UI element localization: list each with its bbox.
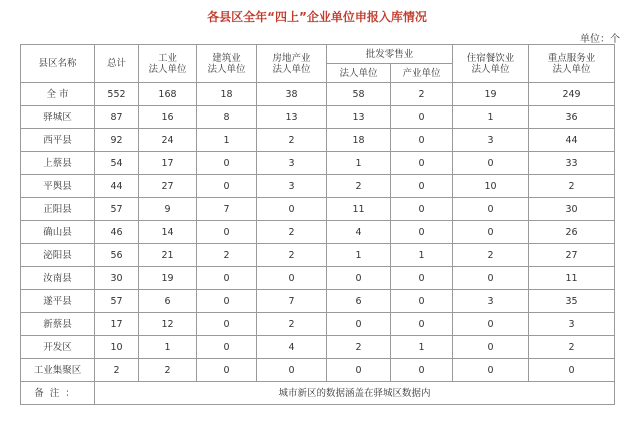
cell-name: 遂平县 [21, 290, 95, 313]
cell-key-services: 2 [529, 336, 615, 359]
header-real-estate-line2: 法人单位 [272, 63, 311, 75]
cell-industry: 9 [139, 198, 197, 221]
cell-construction: 0 [197, 175, 257, 198]
cell-real-estate: 2 [257, 129, 327, 152]
cell-key-services: 3 [529, 313, 615, 336]
cell-real-estate: 2 [257, 313, 327, 336]
cell-key-services: 35 [529, 290, 615, 313]
header-county: 县区名称 [21, 45, 95, 83]
cell-key-services: 33 [529, 152, 615, 175]
cell-industry: 21 [139, 244, 197, 267]
cell-name: 正阳县 [21, 198, 95, 221]
cell-name: 平舆县 [21, 175, 95, 198]
unit-label: 单位：个 [580, 34, 620, 45]
header-accommodation-line2: 法人单位 [471, 63, 510, 75]
cell-key-services: 30 [529, 198, 615, 221]
cell-industry: 1 [139, 336, 197, 359]
cell-key-services: 27 [529, 244, 615, 267]
cell-real-estate: 2 [257, 221, 327, 244]
cell-construction: 0 [197, 221, 257, 244]
table-row [21, 152, 615, 175]
cell-wr-legal: 58 [327, 83, 391, 106]
header-construction-line2: 法人单位 [207, 63, 246, 75]
table-row [21, 198, 615, 221]
cell-accommodation: 0 [453, 152, 529, 175]
cell-construction: 0 [197, 313, 257, 336]
cell-industry: 12 [139, 313, 197, 336]
cell-real-estate: 2 [257, 244, 327, 267]
header-industry-line2: 法人单位 [148, 63, 187, 75]
header-key-services [529, 45, 615, 83]
cell-name: 新蔡县 [21, 313, 95, 336]
cell-total: 552 [95, 83, 139, 106]
table-row [21, 359, 615, 382]
cell-wr-legal: 1 [327, 152, 391, 175]
cell-name: 汝南县 [21, 267, 95, 290]
table-row [21, 175, 615, 198]
cell-wr-industrial: 0 [391, 290, 453, 313]
cell-industry: 17 [139, 152, 197, 175]
table-row [21, 267, 615, 290]
cell-construction: 7 [197, 198, 257, 221]
cell-wr-industrial: 0 [391, 152, 453, 175]
cell-total: 87 [95, 106, 139, 129]
cell-key-services: 26 [529, 221, 615, 244]
header-accommodation-line1: 住宿餐饮业 [466, 52, 515, 64]
cell-accommodation: 0 [453, 336, 529, 359]
cell-wr-industrial: 0 [391, 175, 453, 198]
cell-real-estate: 3 [257, 175, 327, 198]
cell-real-estate: 38 [257, 83, 327, 106]
table-row [21, 106, 615, 129]
cell-real-estate: 0 [257, 359, 327, 382]
cell-total: 17 [95, 313, 139, 336]
cell-total: 57 [95, 290, 139, 313]
cell-construction: 0 [197, 290, 257, 313]
header-wholesale-retail: 批发零售业 [327, 45, 453, 64]
cell-industry: 16 [139, 106, 197, 129]
table-row [21, 129, 615, 152]
header-key-services-line1: 重点服务业 [547, 52, 596, 64]
note-text: 城市新区的数据涵盖在驿城区数据内 [95, 382, 615, 405]
cell-construction: 18 [197, 83, 257, 106]
cell-name: 上蔡县 [21, 152, 95, 175]
cell-wr-legal: 0 [327, 313, 391, 336]
cell-wr-industrial: 2 [391, 83, 453, 106]
cell-accommodation: 0 [453, 221, 529, 244]
cell-wr-industrial: 0 [391, 106, 453, 129]
cell-wr-legal: 0 [327, 359, 391, 382]
cell-industry: 19 [139, 267, 197, 290]
cell-total: 44 [95, 175, 139, 198]
cell-accommodation: 2 [453, 244, 529, 267]
header-industry [139, 45, 197, 83]
cell-name: 确山县 [21, 221, 95, 244]
table-row [21, 244, 615, 267]
cell-name: 泌阳县 [21, 244, 95, 267]
cell-accommodation: 19 [453, 83, 529, 106]
cell-industry: 14 [139, 221, 197, 244]
cell-industry: 6 [139, 290, 197, 313]
cell-accommodation: 10 [453, 175, 529, 198]
cell-key-services: 0 [529, 359, 615, 382]
cell-total: 30 [95, 267, 139, 290]
cell-wr-industrial: 1 [391, 336, 453, 359]
cell-real-estate: 3 [257, 152, 327, 175]
table-row [21, 336, 615, 359]
table-row [21, 83, 615, 106]
cell-accommodation: 3 [453, 129, 529, 152]
cell-construction: 0 [197, 359, 257, 382]
cell-industry: 24 [139, 129, 197, 152]
header-total: 总计 [95, 45, 139, 83]
cell-real-estate: 0 [257, 198, 327, 221]
cell-real-estate: 4 [257, 336, 327, 359]
cell-wr-industrial: 0 [391, 359, 453, 382]
cell-total: 2 [95, 359, 139, 382]
cell-wr-industrial: 0 [391, 129, 453, 152]
header-wr-legal: 法人单位 [327, 64, 391, 83]
cell-key-services: 36 [529, 106, 615, 129]
table-row [21, 313, 615, 336]
cell-wr-legal: 6 [327, 290, 391, 313]
header-accommodation [453, 45, 529, 83]
cell-industry: 168 [139, 83, 197, 106]
cell-total: 54 [95, 152, 139, 175]
cell-construction: 0 [197, 336, 257, 359]
cell-wr-industrial: 0 [391, 267, 453, 290]
cell-real-estate: 0 [257, 267, 327, 290]
cell-wr-legal: 0 [327, 267, 391, 290]
cell-wr-legal: 11 [327, 198, 391, 221]
cell-industry: 27 [139, 175, 197, 198]
cell-total: 57 [95, 198, 139, 221]
cell-accommodation: 0 [453, 359, 529, 382]
header-construction [197, 45, 257, 83]
cell-wr-legal: 4 [327, 221, 391, 244]
cell-name: 开发区 [21, 336, 95, 359]
cell-industry: 2 [139, 359, 197, 382]
note-label: 备注： [21, 382, 95, 405]
cell-name: 工业集聚区 [21, 359, 95, 382]
cell-total: 56 [95, 244, 139, 267]
cell-real-estate: 13 [257, 106, 327, 129]
cell-accommodation: 1 [453, 106, 529, 129]
cell-wr-legal: 1 [327, 244, 391, 267]
header-real-estate-line1: 房地产业 [272, 52, 311, 64]
cell-wr-legal: 2 [327, 175, 391, 198]
cell-total: 92 [95, 129, 139, 152]
table-row [21, 290, 615, 313]
cell-wr-industrial: 0 [391, 313, 453, 336]
cell-construction: 1 [197, 129, 257, 152]
cell-wr-industrial: 0 [391, 198, 453, 221]
cell-name: 驿城区 [21, 106, 95, 129]
cell-wr-legal: 13 [327, 106, 391, 129]
cell-wr-industrial: 0 [391, 221, 453, 244]
cell-construction: 8 [197, 106, 257, 129]
note-row [21, 382, 615, 405]
cell-accommodation: 0 [453, 198, 529, 221]
cell-wr-legal: 18 [327, 129, 391, 152]
cell-total: 46 [95, 221, 139, 244]
table-row [21, 221, 615, 244]
cell-key-services: 2 [529, 175, 615, 198]
header-wr-industrial: 产业单位 [391, 64, 453, 83]
cell-total: 10 [95, 336, 139, 359]
header-key-services-line2: 法人单位 [552, 63, 591, 75]
report-table [20, 44, 615, 405]
cell-real-estate: 7 [257, 290, 327, 313]
cell-key-services: 249 [529, 83, 615, 106]
cell-wr-legal: 2 [327, 336, 391, 359]
header-industry-line1: 工业 [157, 52, 177, 64]
cell-construction: 0 [197, 152, 257, 175]
cell-wr-industrial: 1 [391, 244, 453, 267]
cell-construction: 2 [197, 244, 257, 267]
header-construction-line1: 建筑业 [212, 52, 241, 64]
cell-name: 全 市 [21, 83, 95, 106]
cell-accommodation: 3 [453, 290, 529, 313]
cell-construction: 0 [197, 267, 257, 290]
cell-name: 西平县 [21, 129, 95, 152]
cell-key-services: 44 [529, 129, 615, 152]
page-title: 各县区全年“四上”企业单位申报入库情况 [207, 10, 427, 24]
cell-accommodation: 0 [453, 313, 529, 336]
cell-key-services: 11 [529, 267, 615, 290]
cell-accommodation: 0 [453, 267, 529, 290]
header-real-estate [257, 45, 327, 83]
table-body [21, 83, 615, 382]
header-row-1 [21, 45, 615, 64]
